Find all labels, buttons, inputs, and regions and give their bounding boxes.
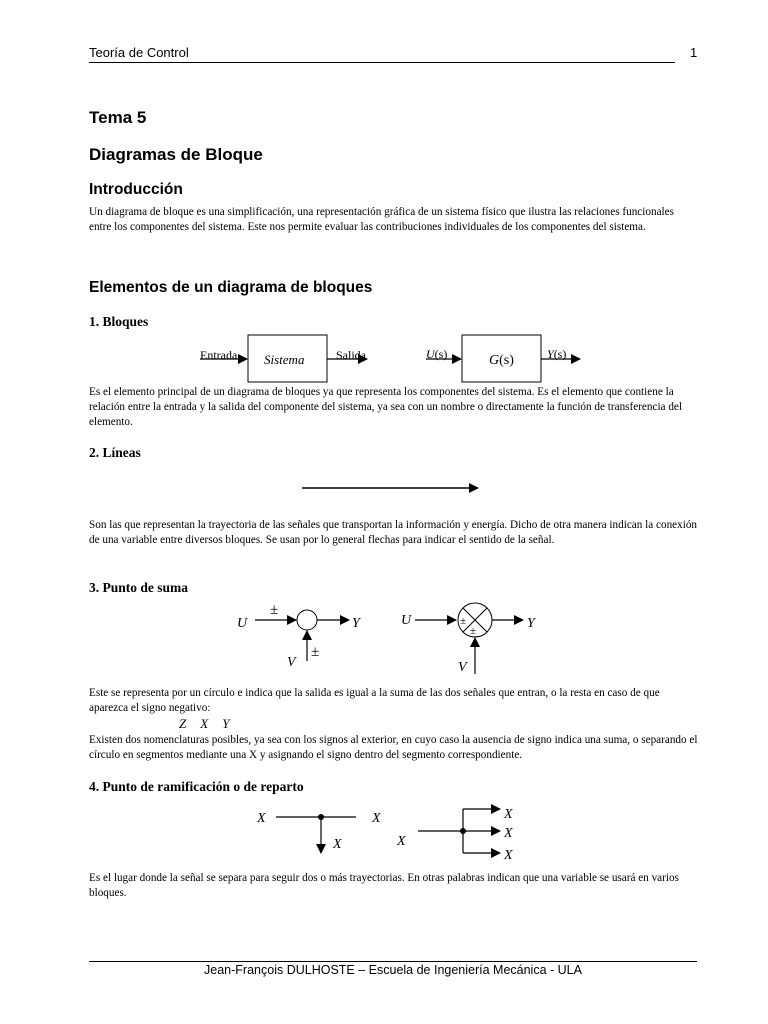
branch-point-multiple [396, 807, 513, 863]
block-figure-sistema [200, 335, 367, 382]
plus-minus-sign: ± [460, 615, 467, 627]
x-label: X [397, 834, 406, 849]
lines-paragraph: Son las que representan la trayectoria de las señales que transportan la información y energía. Dicho de otra manera indican la conexión de una variable entre diversos bloques. Se usan por lo general flechas para indicar el sentido de la señal. [89, 519, 698, 546]
footer-author: Jean-François DULHOSTE – Escuela de Ingeniería Mecánica - ULA [204, 963, 582, 977]
ys-label: Y(s) [547, 347, 567, 361]
plus-minus-sign: ± [270, 602, 279, 618]
zxy-equation [179, 716, 243, 732]
summing-paragraph-1: Este se representa por un círculo e indica que la salida es igual a la suma de las dos señales que entran, o la resta en caso de que aparezca el signo negativo: [89, 687, 660, 714]
plus-minus-sign: ± [470, 625, 477, 637]
u-label: U [401, 613, 412, 628]
summing-point-heading: 3. Punto de suma [89, 580, 189, 595]
chapter-title: Diagramas de Bloque [89, 145, 263, 164]
x-label: X [504, 848, 513, 863]
summing-point-external [237, 602, 362, 670]
topic-heading: Tema 5 [89, 108, 147, 127]
y-label: Y [527, 616, 535, 631]
y-label: Y [352, 616, 360, 631]
footer-divider [89, 961, 697, 962]
intro-heading: Introducción [89, 181, 183, 198]
intro-paragraph: Un diagrama de bloque es una simplificación, una representación gráfica de un sistema físico que ilustra las relaciones funcionales entre los componentes del sistema. Este nos permite evaluar las contribuciones individuales de los componentes del sistema. [89, 206, 674, 233]
entrada-label: Entrada [200, 348, 238, 362]
summing-point-internal [401, 603, 537, 675]
x-label: X [372, 811, 381, 826]
page-number: 1 [690, 45, 698, 60]
v-label: V [287, 655, 296, 670]
gs-label: G(s) [489, 353, 514, 368]
us-label: U(s) [426, 347, 448, 361]
x-label: X [257, 811, 266, 826]
u-label: U [237, 616, 248, 631]
lines-heading: 2. Líneas [89, 445, 141, 460]
blocks-heading: 1. Bloques [89, 314, 149, 329]
x-label: X [333, 837, 342, 852]
elements-heading: Elementos de un diagrama de bloques [89, 279, 373, 296]
branch-point-simple [256, 811, 381, 853]
x-label: X [504, 807, 513, 822]
branch-point-heading: 4. Punto de ramificación o de reparto [89, 779, 304, 794]
v-label: V [458, 660, 467, 675]
branch-paragraph: Es el lugar donde la señal se separa para seguir dos o más trayectorias. En otras palabras indican que una variable se usará en varios bloques. [89, 872, 679, 899]
sistema-label: Sistema [264, 352, 305, 367]
x-label: X [504, 826, 513, 841]
z-symbol: Z [179, 716, 187, 731]
block-figure-gs [426, 335, 580, 382]
x-symbol: X [200, 716, 209, 731]
y-symbol: Y [222, 716, 230, 731]
salida-label: Salida [336, 348, 366, 362]
running-header-title: Teoría de Control [89, 45, 189, 60]
blocks-paragraph: Es el elemento principal de un diagrama de bloques ya que representa los componentes del sistema. Es el elemento que contiene la relación entre la entrada y la salida del componente del sistema, ya sea con un nombre o directamente la función de transferencia del elemento. [89, 386, 682, 428]
summing-paragraph-2: Existen dos nomenclaturas posibles, ya sea con los signos al exterior, en cuyo caso la ausencia de signo indica una suma, o separando el círculo en segmentos mediante una X y asignando el signo dentro del segmento correspondiente. [89, 734, 698, 761]
plus-minus-sign: ± [311, 644, 320, 660]
